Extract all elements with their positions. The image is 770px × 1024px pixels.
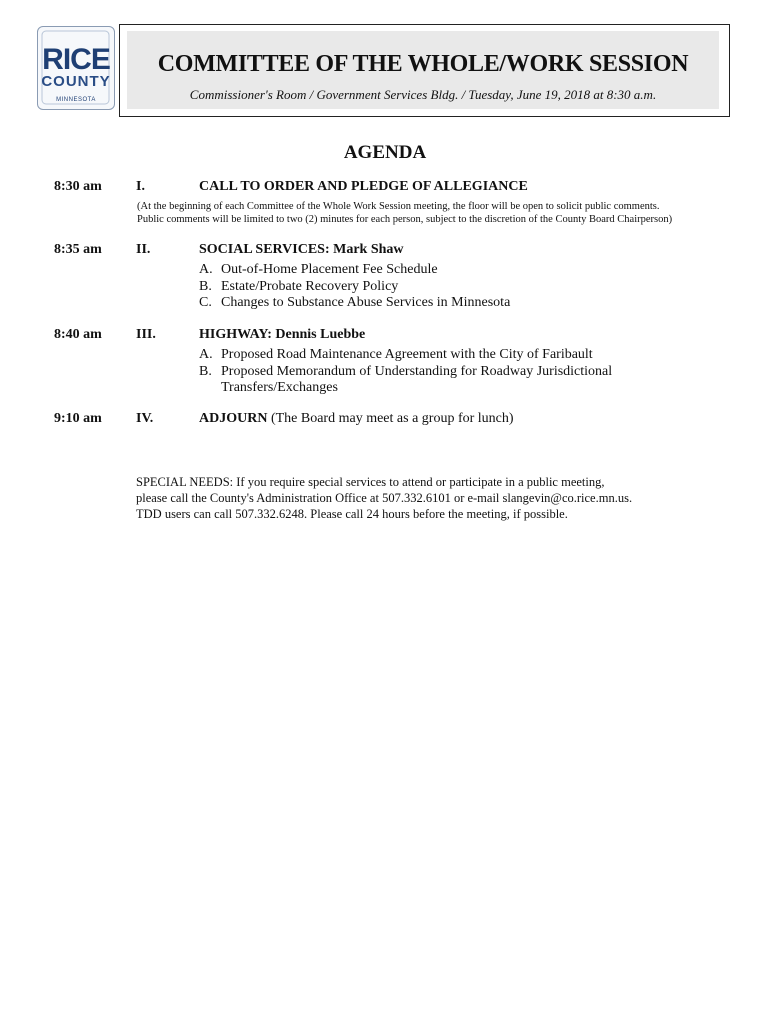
item-note bbox=[137, 200, 672, 226]
document-subtitle: Commissioner's Room / Government Services Bldg. / Tuesday, June 19, 2018 at 8:30 a.m. bbox=[189, 87, 657, 102]
sub-item bbox=[199, 295, 510, 312]
logo-text-minnesota: MINNESOTA bbox=[56, 97, 96, 103]
item-time: 8:40 am bbox=[54, 327, 102, 342]
sub-item-text-continued: Transfers/Exchanges bbox=[221, 380, 338, 395]
sub-item-text: Proposed Memorandum of Understanding for Roadway Jurisdictional bbox=[221, 363, 613, 379]
document-title: COMMITTEE OF THE WHOLE/WORK SESSION bbox=[157, 51, 689, 77]
sub-item-letter: B. bbox=[199, 363, 212, 379]
header-box bbox=[119, 24, 730, 117]
sub-item-letter: A. bbox=[199, 262, 213, 277]
item-title bbox=[199, 411, 514, 427]
sub-item bbox=[199, 262, 510, 279]
item-time: 9:10 am bbox=[54, 411, 102, 426]
special-needs-line: please call the County's Administration Office at 507.332.6101 or e-mail slangevin@co.rice.mn.us. bbox=[136, 491, 633, 505]
sub-item bbox=[199, 347, 612, 364]
sub-item-letter: A. bbox=[199, 347, 213, 362]
sub-item-letter: C. bbox=[199, 295, 212, 310]
item-title-note: (The Board may meet as a group for lunch) bbox=[270, 411, 514, 426]
special-needs-notice bbox=[136, 474, 632, 522]
item-time: 8:35 am bbox=[54, 242, 102, 257]
sub-item-list bbox=[199, 262, 510, 312]
item-title: HIGHWAY: Dennis Luebbe bbox=[199, 327, 366, 342]
item-time: 8:30 am bbox=[54, 179, 102, 194]
sub-item bbox=[199, 364, 612, 397]
item-number: IV. bbox=[136, 411, 154, 426]
sub-item-text: Estate/Probate Recovery Policy bbox=[221, 278, 399, 294]
sub-item-letter: B. bbox=[199, 278, 212, 294]
sub-item-list bbox=[199, 347, 612, 397]
special-needs-line: TDD users can call 507.332.6248. Please call 24 hours before the meeting, if possible. bbox=[136, 507, 568, 521]
sub-item bbox=[199, 279, 510, 296]
sub-item-text: Proposed Road Maintenance Agreement with the City of Faribault bbox=[221, 347, 593, 362]
item-number: III. bbox=[136, 327, 156, 342]
item-number: I. bbox=[136, 179, 145, 194]
item-number: II. bbox=[136, 242, 151, 257]
rice-county-logo bbox=[37, 26, 115, 110]
header-inner-panel bbox=[127, 31, 719, 109]
item-note-line: Public comments will be limited to two (2) minutes for each person, subject to the discretion of the County Board Chairperson) bbox=[137, 214, 673, 225]
item-note-line: (At the beginning of each Committee of the Whole Work Session meeting, the floor will be open to solicit public comments. bbox=[137, 201, 660, 212]
agenda-heading: AGENDA bbox=[343, 142, 427, 163]
logo-text-county: COUNTY bbox=[41, 73, 111, 90]
special-needs-line: SPECIAL NEEDS: If you require special services to attend or participate in a public meeting, bbox=[136, 475, 605, 489]
item-title-bold: ADJOURN bbox=[199, 411, 268, 426]
item-title: SOCIAL SERVICES: Mark Shaw bbox=[199, 242, 404, 257]
item-title: CALL TO ORDER AND PLEDGE OF ALLEGIANCE bbox=[199, 179, 528, 194]
logo-text-rice: RICE bbox=[42, 43, 110, 76]
sub-item-text: Changes to Substance Abuse Services in Minnesota bbox=[221, 295, 511, 310]
sub-item-text: Out-of-Home Placement Fee Schedule bbox=[221, 262, 438, 277]
